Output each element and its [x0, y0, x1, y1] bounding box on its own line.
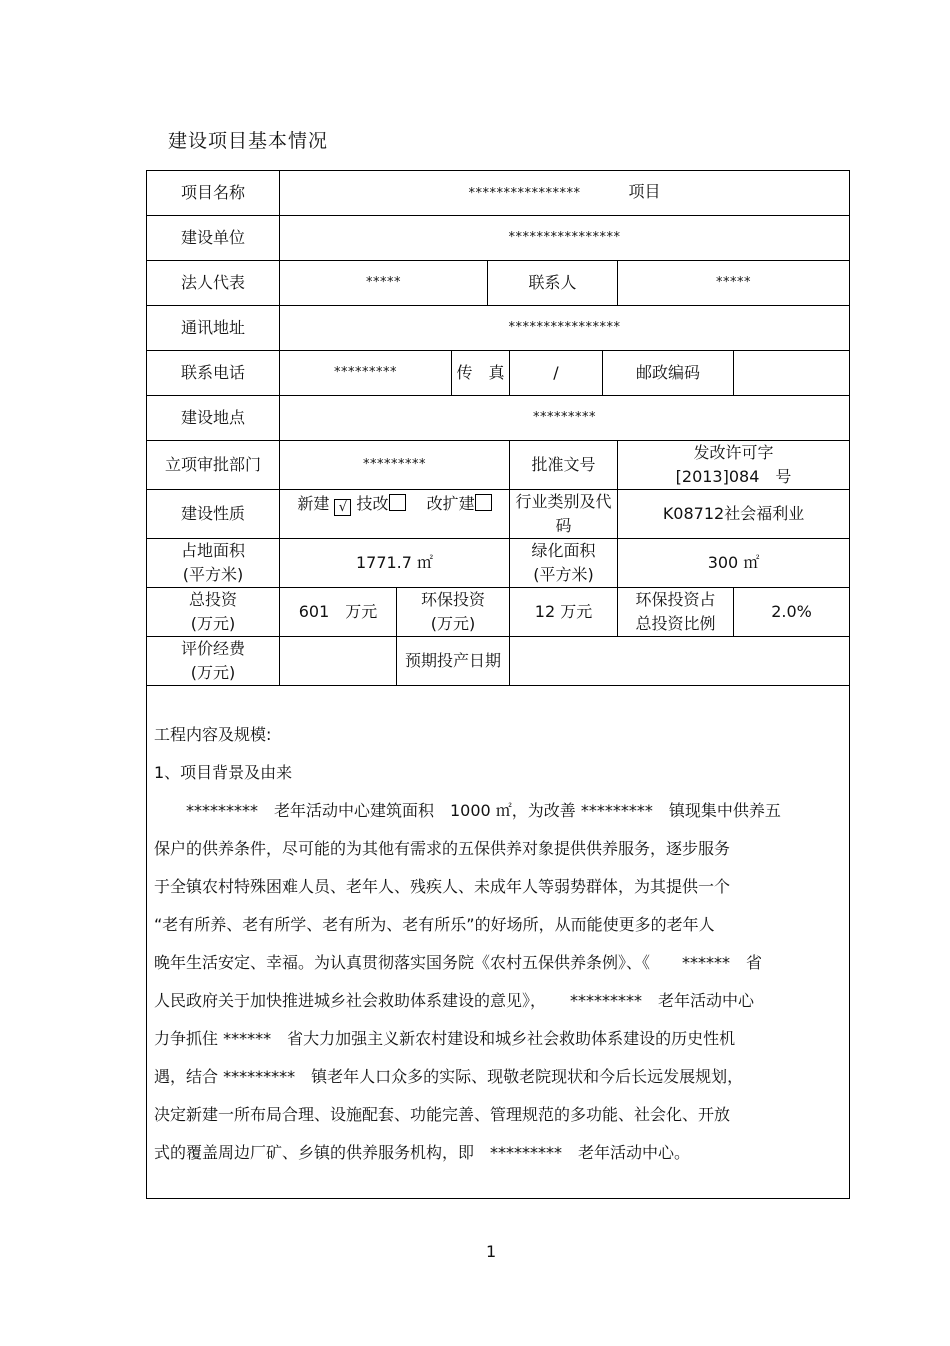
- content-line: 式的覆盖周边厂矿、乡镇的供养服务机构，即 ********* 老年活动中心。: [154, 1143, 691, 1162]
- content-line: 遇，结合 ********* 镇老年人口众多的实际、现敬老院现状和今后长远发展规划，: [154, 1067, 744, 1086]
- eval-fee-value: [280, 637, 397, 686]
- row-nature: [147, 490, 850, 539]
- content-line: 晚年生活安定、幸福。为认真贯彻落实国务院《农村五保供养条例》、《 ****** 省: [154, 953, 763, 972]
- fax-value: /: [510, 351, 603, 396]
- content-line: 保户的供养条件，尽可能的为其他有需求的五保供养对象提供供养服务，逐步服务: [154, 839, 731, 858]
- industry-value: K08712社会福利业: [618, 490, 850, 539]
- nature-options: [280, 490, 510, 539]
- content-line: “老有所养、老有所学、老有所为、老有所乐”的好场所，从而能使更多的老年人: [154, 915, 715, 934]
- postcode-value: [734, 351, 850, 396]
- address-value: ****************: [280, 306, 850, 351]
- phone-value: *********: [280, 351, 452, 396]
- content-line: 决定新建一所布局合理、设施配套、功能完善、管理规范的多功能、社会化、开放: [154, 1105, 731, 1124]
- contact-value: *****: [618, 261, 850, 306]
- project-name-label: 项目名称: [147, 171, 280, 216]
- legal-rep-label: 法人代表: [147, 261, 280, 306]
- approval-dept-value: *********: [280, 441, 510, 490]
- land-area-value: 1771.7 ㎡: [280, 539, 510, 588]
- postcode-label: 邮政编码: [603, 351, 734, 396]
- contact-label: 联系人: [488, 261, 618, 306]
- start-date-label: 预期投产日期: [397, 637, 510, 686]
- row-area: [147, 539, 850, 588]
- total-invest-value: 601 万元: [280, 588, 397, 637]
- row-eval: [147, 637, 850, 686]
- row-legal-rep: [147, 261, 850, 306]
- content-line: 力争抓住 ****** 省大力加强主义新农村建设和城乡社会救助体系建设的历史性机: [154, 1029, 736, 1048]
- nature-new-checkbox[interactable]: √: [334, 499, 351, 516]
- content-line: 人民政府关于加快推进城乡社会救助体系建设的意见》， ********* 老年活动中心: [154, 991, 755, 1010]
- row-investment: [147, 588, 850, 637]
- legal-rep-value: *****: [280, 261, 488, 306]
- row-build-unit: [147, 216, 850, 261]
- build-unit-value: ****************: [280, 216, 850, 261]
- nature-label: 建设性质: [147, 490, 280, 539]
- nature-reform-checkbox[interactable]: [389, 494, 406, 511]
- approval-no-label: 批准文号: [510, 441, 618, 490]
- project-content-cell: [147, 686, 850, 1199]
- env-ratio-label: 环保投资占 总投资比例: [618, 588, 734, 637]
- eval-fee-label: 评价经费 (万元): [147, 637, 280, 686]
- phone-label: 联系电话: [147, 351, 280, 396]
- content-subheading: 1、项目背景及由来: [154, 763, 293, 782]
- document-title: 建设项目基本情况: [168, 130, 329, 152]
- content-heading: 工程内容及规模:: [154, 725, 272, 744]
- content-line: ********* 老年活动中心建筑面积 1000 ㎡，为改善 ********* 镇现集中供养五: [154, 801, 781, 820]
- nature-expand-checkbox[interactable]: [475, 494, 492, 511]
- page-number: 1: [486, 1242, 497, 1261]
- nature-reform-label: 技改: [356, 494, 389, 513]
- approval-no-value: 发改许可字 [2013]084 号: [618, 441, 850, 490]
- site-label: 建设地点: [147, 396, 280, 441]
- land-area-label: 占地面积 (平方米): [147, 539, 280, 588]
- fax-label: 传 真: [452, 351, 510, 396]
- total-invest-label: 总投资 (万元): [147, 588, 280, 637]
- content-line: 于全镇农村特殊困难人员、老年人、残疾人、未成年人等弱势群体，为其提供一个: [154, 877, 731, 896]
- nature-expand-label: 改扩建: [426, 494, 475, 513]
- env-invest-label: 环保投资 (万元): [397, 588, 510, 637]
- approval-dept-label: 立项审批部门: [147, 441, 280, 490]
- project-info-table: [146, 170, 850, 1199]
- industry-label: 行业类别及代码: [510, 490, 618, 539]
- site-value: *********: [280, 396, 850, 441]
- start-date-value: [510, 637, 850, 686]
- row-content: [147, 686, 850, 1199]
- env-ratio-value: 2.0%: [734, 588, 850, 637]
- row-approval: [147, 441, 850, 490]
- project-name-value: **************** 项目: [280, 171, 850, 216]
- address-label: 通讯地址: [147, 306, 280, 351]
- build-unit-label: 建设单位: [147, 216, 280, 261]
- row-project-name: [147, 171, 850, 216]
- row-address: [147, 306, 850, 351]
- env-invest-value: 12 万元: [510, 588, 618, 637]
- green-area-value: 300 ㎡: [618, 539, 850, 588]
- row-site: [147, 396, 850, 441]
- green-area-label: 绿化面积 (平方米): [510, 539, 618, 588]
- row-phone: [147, 351, 850, 396]
- project-content: [147, 686, 849, 1172]
- nature-new-label: 新建: [297, 494, 330, 513]
